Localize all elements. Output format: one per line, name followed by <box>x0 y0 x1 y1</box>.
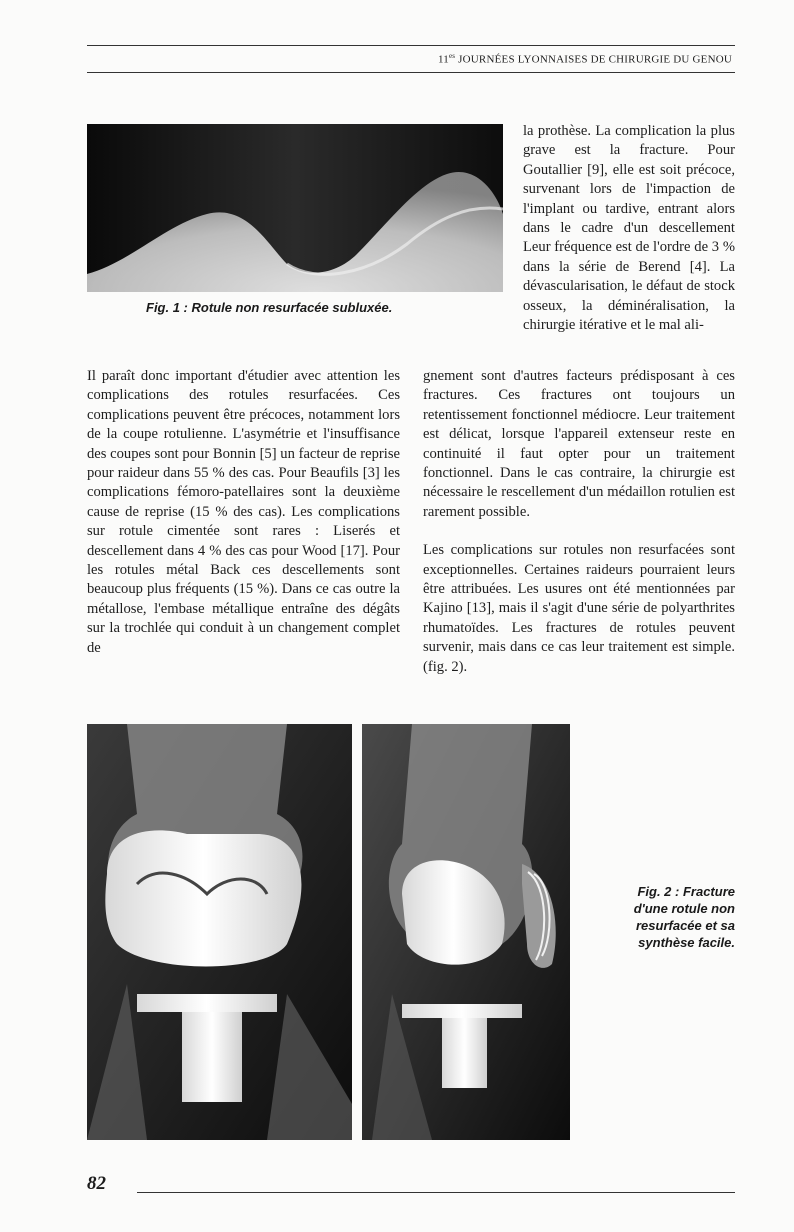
header-title: JOURNÉES LYONNAISES DE CHIRURGIE DU GENOU <box>458 53 732 66</box>
xray-knee-lateral-image <box>362 724 570 1140</box>
paragraph-text: Il paraît donc important d'étudier avec attention les complications des rotules resurfacées. Ces complications peuvent être précoces, notamment lors de la coupe rotulienne. L'asymétrie et l'insuffisance des coupes sont pour Bonnin [5] un facteur de reprise pour raideur dans 55 % des cas. Pour Beaufils [3] les complications fémoro-patellaires sont la deuxième cause de reprise (15 % des cas). Les complications sur rotule cimentée sont rares : Liserés et descellement dans 4 % des cas pour Wood [17]. Pour les rotules métal Back ces descellements sont beaucoup plus fréquents (15 %). Dans ce cas outre la métallose, l'embase métallique entraîne des dégâts sur la trochlée qui conduit à un changement complet de <box>87 368 400 656</box>
footer-rule <box>137 1192 735 1193</box>
xray-patella-image <box>87 124 503 292</box>
figure-2-caption: Fig. 2 : Fracture d'une rotule non resurfacée et sa synthèse facile. <box>633 884 735 950</box>
header-rule-top <box>87 45 735 46</box>
paragraph-left <box>87 367 400 677</box>
xray-knee-front-image <box>87 724 352 1140</box>
paragraph-text: Les complications sur rotules non resurfacées sont exceptionnelles. Certaines raideurs pourraient leurs être attribuées. Les usures ont été mentionnées par Kajino [13], mais il s'agit d'une série de polyarthrites rhumatoïdes. Les fractures de rotules peuvent survenir, mais dans ce cas leur traitement est simple. (fig. 2). <box>423 542 735 675</box>
page-number: 82 <box>87 1173 106 1194</box>
header-rule-bottom <box>87 72 735 73</box>
paragraph-text: gnement sont d'autres facteurs prédisposant à ces fractures. Ces fractures ont toujours un retentissement fonctionnel médiocre. Leur traitement est délicat, lorsque l'appareil extenseur reste en continuité il faut opter pour un traitement fonctionnel. Dans le cas contraire, la chirurgie est nécessaire le rescellement d'un médaillon rotulien est rarement possible. <box>423 368 735 520</box>
paragraph-right <box>423 367 735 696</box>
figure-2a-xray <box>87 724 352 1140</box>
paragraph-text: la prothèse. La complication la plus grave est la fracture. Pour Goutallier [9], elle est soit précoce, survenant lors de l'impaction de l'implant ou tardive, entrant alors dans le cadre d'un descellement Leur fréquence est de l'ordre de 3 % dans la série de Berend [4]. La dévascularisation, le défaut de stock osseux, la déminéralisation, la chirurgie itérative et le mal ali- <box>523 123 735 334</box>
figure-1-caption: Fig. 1 : Rotule non resurfacée subluxée. <box>146 300 393 315</box>
figure-1-xray <box>87 124 503 292</box>
header-ordinal: 11 <box>437 53 449 66</box>
paragraph-right-top <box>523 122 735 335</box>
running-header <box>438 52 732 66</box>
header-ordinal-suffix: es <box>448 52 456 60</box>
figure-2b-xray <box>362 724 570 1140</box>
